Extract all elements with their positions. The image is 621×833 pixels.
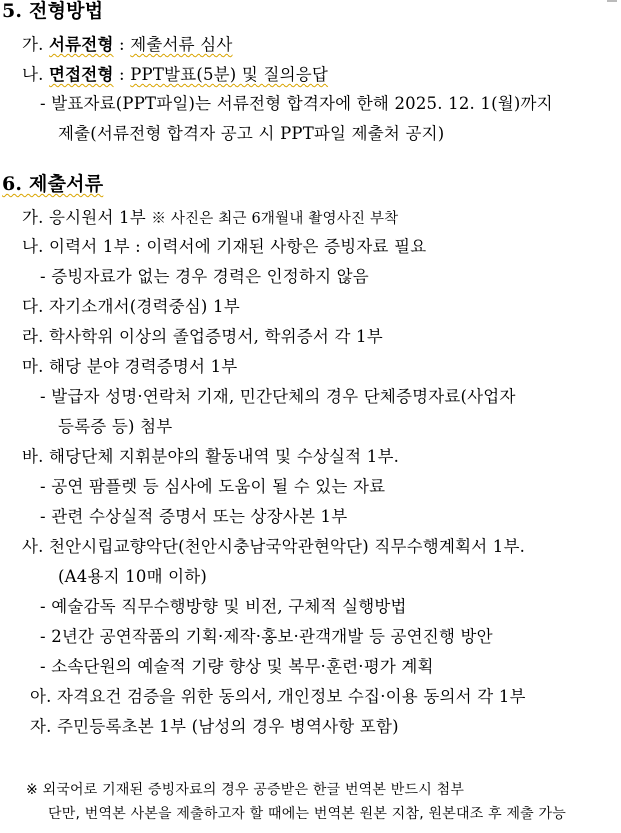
- s5-sub-ppt-cont: 제출(서류전형 합격자 공고 시 PPT파일 제출처 공지): [58, 124, 445, 143]
- s6-na-sub: - 증빙자료가 없는 경우 경력은 인정하지 않음: [40, 267, 369, 286]
- s6-ma-sub: - 발급자 성명·연락처 기재, 민간단체의 경우 단체증명자료(사업자: [40, 387, 516, 406]
- s6-item-ga: [22, 207, 398, 230]
- s5-na-text: PPT발표(5분) 및 질의응답: [130, 65, 329, 84]
- scroll-corner-mark: [607, 0, 617, 2]
- s5-ga-sep: :: [113, 35, 131, 54]
- s5-item-na: [22, 64, 328, 86]
- s6-item-aa: 아. 자격요건 검증을 위한 동의서, 개인정보 수집·이용 동의서 각 1부: [30, 687, 526, 706]
- s5-item-ga: [22, 34, 233, 56]
- footnote-line-1: ※ 외국어로 기재된 증빙자료의 경우 공증받은 한글 번역본 반드시 첨부: [26, 782, 465, 798]
- s6-item-sa: 사. 천안시립교향악단(천안시충남국악관현악단) 직무수행계획서 1부.: [22, 537, 526, 556]
- s6-sa-sub-3: - 소속단원의 예술적 기량 향상 및 복무·훈련·평가 계획: [40, 657, 434, 676]
- s5-ga-mark: 가.: [22, 35, 50, 54]
- s6-sa-sub-2: - 2년간 공연작품의 기획·제작·홍보·관객개발 등 공연진행 방안: [40, 627, 493, 646]
- s6-ma-sub-cont: 등록증 등) 첨부: [58, 417, 173, 436]
- s5-na-mark: 나.: [22, 65, 50, 84]
- s6-sa-cont: (A4용지 10매 이하): [58, 567, 208, 586]
- s5-sub-ppt: - 발표자료(PPT파일)는 서류전형 합격자에 한해 2025. 12. 1(월)까지: [40, 94, 553, 113]
- s6-item-ma: 마. 해당 분야 경력증명서 1부: [22, 357, 238, 376]
- s5-na-sep: :: [113, 65, 131, 84]
- s5-ga-text: 제출서류 심사: [130, 35, 233, 54]
- section-6-title: 6. 제출서류: [2, 173, 104, 195]
- s6-item-da: 다. 자기소개서(경력중심) 1부: [22, 297, 240, 316]
- s5-na-label: 면접전형: [49, 65, 114, 84]
- s6-item-na: 나. 이력서 1부 : 이력서에 기재된 사항은 증빙자료 필요: [22, 237, 427, 256]
- s6-item-ba: 바. 해당단체 지휘분야의 활동내역 및 수상실적 1부.: [22, 447, 400, 466]
- s6-ga-text: 가. 응시원서 1부: [22, 208, 152, 227]
- s6-ba-sub-2: - 관련 수상실적 증명서 또는 상장사본 1부: [40, 507, 348, 526]
- section-5-title: 5. 전형방법: [2, 0, 104, 22]
- s6-item-ra: 라. 학사학위 이상의 졸업증명서, 학위증서 각 1부: [22, 327, 383, 346]
- s6-item-ja: 자. 주민등록초본 1부 (남성의 경우 병역사항 포함): [30, 717, 399, 736]
- footnote-line-2: 단만, 번역본 사본을 제출하고자 할 때에는 번역본 원본 지참, 원본대조 후 제출 가능: [48, 806, 566, 822]
- s6-sa-sub-1: - 예술감독 직무수행방향 및 비전, 구체적 실행방법: [40, 597, 407, 616]
- s5-ga-label: 서류전형: [49, 35, 114, 54]
- s6-ga-note: ※ 사진은 최근 6개월내 촬영사진 부착: [151, 211, 399, 227]
- s6-ba-sub-1: - 공연 팜플렛 등 심사에 도움이 될 수 있는 자료: [40, 477, 386, 496]
